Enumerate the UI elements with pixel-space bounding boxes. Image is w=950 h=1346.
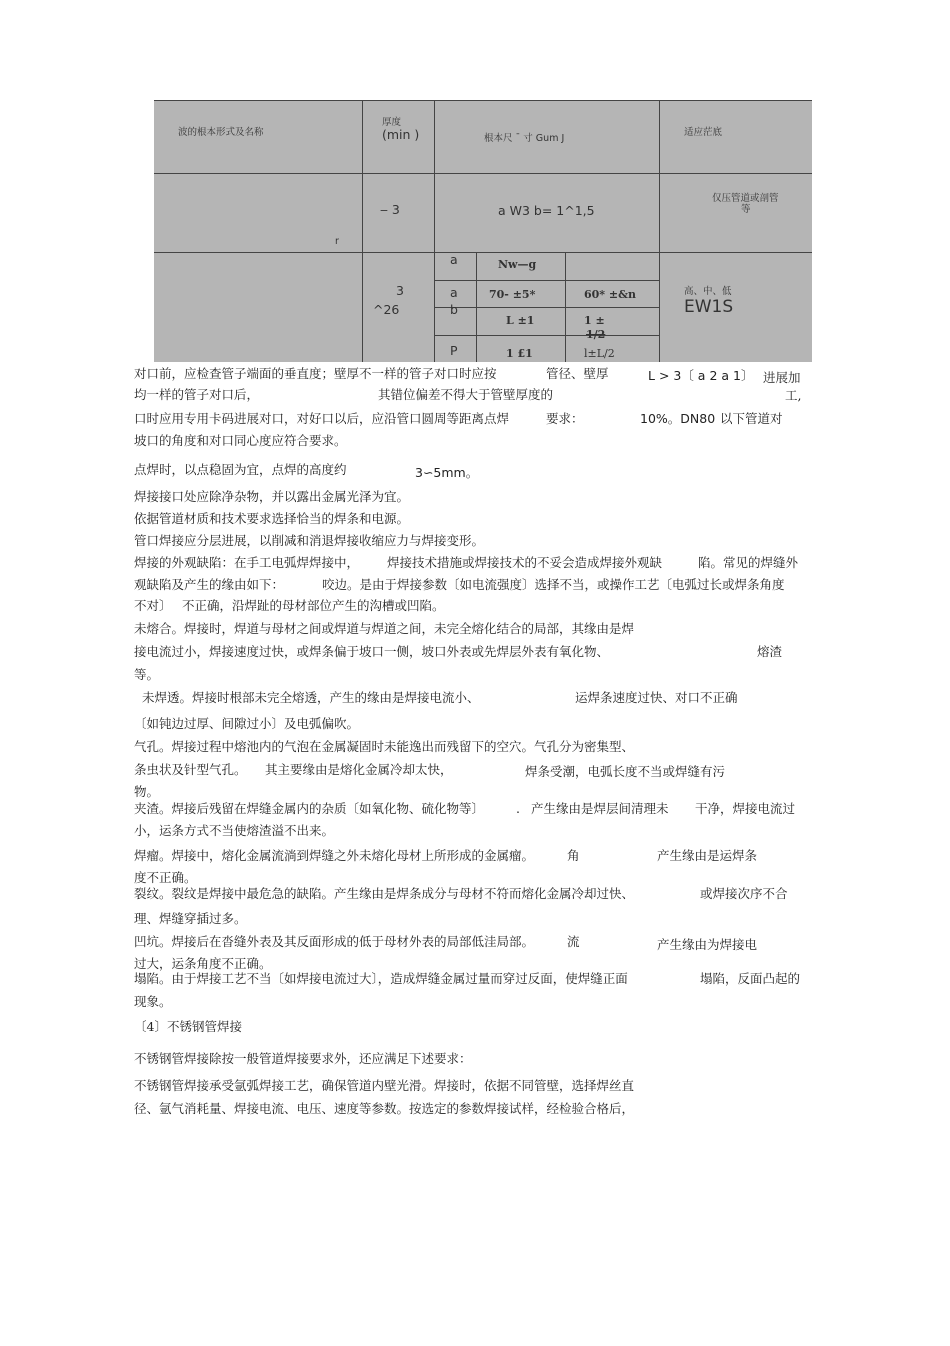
body-text: 产生缘由是焊层间清理未 bbox=[531, 801, 669, 816]
table-line bbox=[154, 252, 812, 253]
body-text: 管口焊接应分层进展，以削减和消退焊接收缩应力与焊接变形。 bbox=[134, 533, 485, 548]
body-text: 角 bbox=[567, 848, 580, 863]
row1-application: 等 bbox=[741, 204, 751, 215]
row2-application-code: EW1S bbox=[684, 297, 734, 317]
body-text: 径、氩气消耗量、焊接电流、电压、速度等参数。按选定的参数焊接试样，经检验合格后， bbox=[134, 1101, 635, 1116]
body-text: 焊接接口处应除净杂物，并以露出金属光泽为宜。 bbox=[134, 489, 410, 504]
header-thickness: 厚度 bbox=[382, 117, 402, 128]
row1-thickness: ‒ 3 bbox=[380, 202, 400, 217]
body-text: 塌陷。由于焊接工艺不当〔如焊接电流过大〕，造成焊缝金属过量而穿过反面，使焊缝正面 bbox=[134, 971, 628, 986]
body-text: 3∽5mm。 bbox=[415, 465, 479, 480]
table-line bbox=[362, 100, 363, 362]
body-text: 气孔。焊接过程中熔池内的气泡在金属凝固时未能逸出而残留下的空穴。气孔分为密集型、 bbox=[134, 739, 635, 754]
body-text: 不锈钢管焊接除按一般管道焊接要求外，还应满足下述要求： bbox=[134, 1051, 472, 1066]
body-text: 均一样的管子对口后， bbox=[134, 387, 260, 402]
table-line bbox=[434, 100, 435, 362]
body-text: 以下管道对 bbox=[720, 411, 783, 426]
row1-application: 仅压管道或剖管 bbox=[712, 193, 779, 204]
row2-sub-value: Nw—g bbox=[498, 258, 537, 271]
body-text: 未熔合。焊接时，焊道与母材之间或焊道与焊道之间，未完全熔化结合的局部，其缘由是焊 bbox=[134, 621, 635, 636]
body-text: 不正确，沿焊趾的母材部位产生的沟槽或凹陷。 bbox=[182, 598, 445, 613]
row2-thickness: 3 bbox=[396, 283, 404, 298]
row2-sub-value: l±L/2 bbox=[584, 347, 615, 360]
row2-application: 高、中、低 bbox=[684, 286, 732, 297]
body-text: 对口前，应检查管子端面的垂直度；壁厚不一样的管子对口时应按 bbox=[134, 366, 497, 381]
body-text: 现象。 bbox=[134, 994, 172, 1009]
body-text: 陷。常见的焊缝外 bbox=[698, 555, 799, 570]
header-groove-form: 波的根本形式及名称 bbox=[178, 127, 264, 138]
row1-dimension: a W3 b= 1^1,5 bbox=[498, 203, 595, 218]
body-text: . bbox=[516, 801, 520, 816]
body-text: 运焊条速度过快、对口不正确 bbox=[575, 690, 738, 705]
body-text: 依据管道材质和技术要求选择恰当的焊条和电源。 bbox=[134, 511, 410, 526]
body-text: L > 3〔 a 2 a 1〕 bbox=[648, 368, 754, 383]
body-text: 咬边。是由于焊接参数〔如电流强度〕选择不当，或操作工艺〔电弧过长或焊条角度 bbox=[322, 577, 785, 592]
table-line bbox=[434, 307, 659, 308]
body-text: 口时应用专用卡码进展对口，对好口以后，应沿管口圆周等距离点焊 bbox=[134, 411, 510, 426]
body-text: 焊瘤。焊接中，熔化金属流淌到焊缝之外未熔化母材上所形成的金属瘤。 bbox=[134, 848, 535, 863]
table-line bbox=[659, 100, 660, 362]
row2-sub-value: L ±1 bbox=[506, 314, 535, 327]
body-text: 凹坑。焊接后在沓缝外表及其反面形成的低于母材外表的局部低洼局部。 bbox=[134, 934, 535, 949]
body-text: 条虫状及针型气孔。 bbox=[134, 762, 247, 777]
table-line bbox=[154, 173, 812, 174]
row2-sub-label: a bbox=[450, 285, 458, 300]
header-thickness-unit: (min ) bbox=[382, 127, 420, 142]
row2-sub-label: b bbox=[450, 302, 458, 317]
groove-table bbox=[154, 100, 812, 362]
body-text: 物。 bbox=[134, 784, 160, 799]
body-text: 其错位偏差不得大于管壁厚度的 bbox=[378, 387, 554, 402]
body-text: 不锈钢管焊接承受氩弧焊接工艺，确保管道内壁光滑。焊接时，依据不同管壁，选择焊丝直 bbox=[134, 1078, 635, 1093]
body-text: 坡口的角度和对口同心度应符合要求。 bbox=[134, 433, 347, 448]
body-text: 工, bbox=[785, 388, 802, 403]
row2-thickness: ^26 bbox=[373, 302, 400, 317]
body-text: 焊接的外观缺陷：在手工电弧焊焊接中， bbox=[134, 555, 360, 570]
body-text: 或焊接次序不合 bbox=[700, 886, 788, 901]
row2-sub-value: 1/2 bbox=[586, 328, 606, 341]
table-line bbox=[154, 100, 812, 101]
header-dimension: 根本尺 ¯ 寸 Gum J bbox=[484, 133, 565, 144]
body-text: 过大，运条角度不正确。 bbox=[134, 956, 272, 971]
body-text: 焊条受潮，电弧长度不当或焊缝有污 bbox=[525, 764, 726, 779]
header-application: 适应茫底 bbox=[684, 127, 723, 138]
row2-sub-value: 70- ±5* bbox=[489, 288, 536, 301]
body-text: 其主要缘由是熔化金属冷却太快， bbox=[265, 762, 453, 777]
body-text: 管径、壁厚 bbox=[546, 366, 609, 381]
row2-sub-value: 60* ±&n bbox=[584, 288, 637, 301]
row2-sub-label: P bbox=[450, 343, 458, 358]
row1-mark: r bbox=[335, 236, 339, 247]
body-text: 产生缘由是运焊条 bbox=[657, 848, 758, 863]
row2-sub-value: 1 £1 bbox=[506, 347, 533, 360]
table-line bbox=[434, 335, 659, 336]
body-text: 要求： bbox=[546, 411, 584, 426]
table-line bbox=[434, 280, 659, 281]
body-text: 理、焊缝穿插过多。 bbox=[134, 911, 247, 926]
body-text: 进展加 bbox=[763, 370, 801, 385]
body-text: 塌陷，反面凸起的 bbox=[700, 971, 801, 986]
body-text: 不对〕 bbox=[134, 598, 172, 613]
body-text: 〔如钝边过厚、间隙过小〕及电弧偏吹。 bbox=[134, 716, 360, 731]
body-text: 夹渣。焊接后残留在焊缝金属内的杂质〔如氧化物、硫化物等〕 bbox=[134, 801, 485, 816]
row2-sub-value: 1 ± bbox=[584, 314, 605, 327]
body-text: 流 bbox=[567, 934, 580, 949]
body-text: 熔渣 bbox=[757, 644, 783, 659]
body-text: 等。 bbox=[134, 667, 160, 682]
row2-sub-label: a bbox=[450, 252, 458, 267]
body-text: 观缺陷及产生的缘由如下： bbox=[134, 577, 285, 592]
body-text: 产生缘由为焊接电 bbox=[657, 937, 758, 952]
section-heading: 〔4〕不锈钢管焊接 bbox=[134, 1019, 242, 1034]
body-text: 焊接技术措施或焊接技术的不妥会造成焊接外观缺 bbox=[387, 555, 663, 570]
body-text: 干净，焊接电流过 bbox=[695, 801, 796, 816]
body-text: 未焊透。焊接时根部未完全熔透，产生的缘由是焊接电流小、 bbox=[142, 690, 480, 705]
body-text: 小，运条方式不当使熔渣溢不出来。 bbox=[134, 823, 335, 838]
body-text: 点焊时，以点稳固为宜，点焊的高度约 bbox=[134, 462, 347, 477]
body-text: 接电流过小，焊接速度过快，或焊条偏于坡口一侧，坡口外表或先焊层外表有氧化物、 bbox=[134, 644, 610, 659]
body-text: 度不正确。 bbox=[134, 870, 197, 885]
body-text: 10%。DN80 bbox=[640, 411, 716, 426]
body-text: 裂纹。裂纹是焊接中最危急的缺陷。产生缘由是焊条成分与母材不符而熔化金属冷却过快、 bbox=[134, 886, 635, 901]
